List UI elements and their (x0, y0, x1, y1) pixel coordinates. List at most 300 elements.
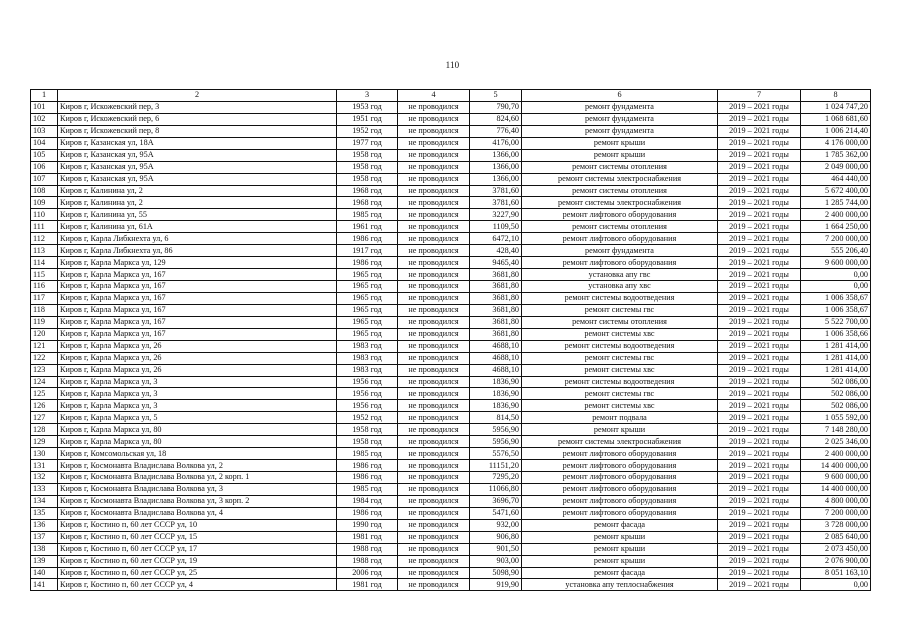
cell-number: 108 (31, 185, 58, 197)
cell-build-year: 1968 год (337, 197, 398, 209)
cell-address: Киров г, Казанская ул, 95А (58, 161, 337, 173)
cell-period: 2019 – 2021 годы (718, 269, 801, 281)
cell-build-year: 1958 год (337, 173, 398, 185)
cell-address: Киров г, Космонавта Владислава Волкова ул, 2 корп. 1 (58, 472, 337, 484)
cell-area: 5576,50 (470, 448, 522, 460)
cell-area: 919,90 (470, 579, 522, 591)
cell-last-repair: не проводился (398, 185, 470, 197)
cell-work-type: ремонт крыши (522, 543, 718, 555)
table-row (31, 567, 871, 579)
table-row (31, 436, 871, 448)
cell-area: 790,70 (470, 101, 522, 113)
cell-period: 2019 – 2021 годы (718, 364, 801, 376)
cell-last-repair: не проводился (398, 149, 470, 161)
cell-last-repair: не проводился (398, 292, 470, 304)
cell-build-year: 1965 год (337, 292, 398, 304)
cell-cost: 2 025 346,00 (801, 436, 871, 448)
cell-number: 123 (31, 364, 58, 376)
cell-address: Киров г, Космонавта Владислава Волкова ул, 2 (58, 460, 337, 472)
table-row (31, 448, 871, 460)
cell-work-type: ремонт системы электроснабжения (522, 173, 718, 185)
cell-work-type: ремонт системы водоотведения (522, 376, 718, 388)
cell-number: 113 (31, 245, 58, 257)
cell-address: Киров г, Карла Маркса ул, 167 (58, 316, 337, 328)
cell-work-type: ремонт системы хвс (522, 328, 718, 340)
cell-number: 127 (31, 412, 58, 424)
table-row (31, 101, 871, 113)
cell-work-type: ремонт крыши (522, 137, 718, 149)
table-row (31, 340, 871, 352)
cell-cost: 2 076 900,00 (801, 555, 871, 567)
cell-last-repair: не проводился (398, 543, 470, 555)
cell-address: Киров г, Карла Маркса ул, 80 (58, 424, 337, 436)
cell-period: 2019 – 2021 годы (718, 233, 801, 245)
cell-address: Киров г, Калинина ул, 2 (58, 197, 337, 209)
cell-period: 2019 – 2021 годы (718, 137, 801, 149)
cell-last-repair: не проводился (398, 221, 470, 233)
cell-last-repair: не проводился (398, 233, 470, 245)
cell-number: 128 (31, 424, 58, 436)
cell-cost: 8 051 163,10 (801, 567, 871, 579)
cell-last-repair: не проводился (398, 376, 470, 388)
cell-number: 131 (31, 460, 58, 472)
cell-last-repair: не проводился (398, 125, 470, 137)
cell-cost: 1 006 358,66 (801, 328, 871, 340)
cell-last-repair: не проводился (398, 483, 470, 495)
cell-address: Киров г, Карла Маркса ул, 26 (58, 364, 337, 376)
cell-number: 111 (31, 221, 58, 233)
cell-cost: 14 400 000,00 (801, 460, 871, 472)
cell-work-type: ремонт фундамента (522, 101, 718, 113)
cell-period: 2019 – 2021 годы (718, 567, 801, 579)
table-row (31, 316, 871, 328)
cell-period: 2019 – 2021 годы (718, 388, 801, 400)
cell-build-year: 1983 год (337, 340, 398, 352)
table-body (31, 101, 871, 590)
cell-number: 103 (31, 125, 58, 137)
cell-last-repair: не проводился (398, 281, 470, 293)
cell-cost: 1 024 747,20 (801, 101, 871, 113)
cell-build-year: 1985 год (337, 483, 398, 495)
table-row (31, 185, 871, 197)
table-row (31, 233, 871, 245)
cell-build-year: 1965 год (337, 281, 398, 293)
table-row (31, 424, 871, 436)
cell-number: 133 (31, 483, 58, 495)
cell-build-year: 1988 год (337, 543, 398, 555)
cell-period: 2019 – 2021 годы (718, 412, 801, 424)
cell-period: 2019 – 2021 годы (718, 424, 801, 436)
cell-work-type: установка апу теплоснабжения (522, 579, 718, 591)
cell-period: 2019 – 2021 годы (718, 400, 801, 412)
cell-area: 1836,90 (470, 400, 522, 412)
cell-cost: 5 672 400,00 (801, 185, 871, 197)
cell-address: Киров г, Карла Маркса ул, 80 (58, 436, 337, 448)
cell-work-type: ремонт лифтового оборудования (522, 460, 718, 472)
cell-area: 1109,50 (470, 221, 522, 233)
column-header-work-type: 6 (522, 90, 718, 102)
cell-number: 126 (31, 400, 58, 412)
cell-number: 125 (31, 388, 58, 400)
cell-cost: 1 006 358,67 (801, 304, 871, 316)
cell-address: Киров г, Костино п, 60 лет СССР ул, 10 (58, 519, 337, 531)
cell-period: 2019 – 2021 годы (718, 221, 801, 233)
cell-area: 3781,60 (470, 185, 522, 197)
cell-build-year: 1958 год (337, 424, 398, 436)
cell-number: 107 (31, 173, 58, 185)
cell-build-year: 1984 год (337, 495, 398, 507)
cell-build-year: 1985 год (337, 448, 398, 460)
cell-number: 138 (31, 543, 58, 555)
cell-address: Киров г, Костино п, 60 лет СССР ул, 4 (58, 579, 337, 591)
cell-last-repair: не проводился (398, 436, 470, 448)
cell-area: 11066,80 (470, 483, 522, 495)
cell-area: 776,40 (470, 125, 522, 137)
cell-address: Киров г, Карла Маркса ул, 26 (58, 352, 337, 364)
cell-cost: 2 400 000,00 (801, 209, 871, 221)
cell-area: 814,50 (470, 412, 522, 424)
cell-last-repair: не проводился (398, 269, 470, 281)
cell-period: 2019 – 2021 годы (718, 101, 801, 113)
cell-last-repair: не проводился (398, 101, 470, 113)
cell-cost: 502 086,00 (801, 400, 871, 412)
cell-cost: 2 085 640,00 (801, 531, 871, 543)
cell-period: 2019 – 2021 годы (718, 483, 801, 495)
cell-last-repair: не проводился (398, 137, 470, 149)
table-row (31, 161, 871, 173)
cell-address: Киров г, Космонавта Владислава Волкова ул, 3 корп. 2 (58, 495, 337, 507)
table-row (31, 400, 871, 412)
cell-address: Киров г, Космонавта Владислава Волкова ул, 4 (58, 507, 337, 519)
cell-address: Киров г, Карла Либкнехта ул, 86 (58, 245, 337, 257)
cell-cost: 9 600 000,00 (801, 257, 871, 269)
table-row (31, 221, 871, 233)
cell-area: 3681,80 (470, 328, 522, 340)
cell-last-repair: не проводился (398, 460, 470, 472)
cell-work-type: ремонт системы водоотведения (522, 340, 718, 352)
cell-address: Киров г, Искожевский пер, 3 (58, 101, 337, 113)
cell-build-year: 1965 год (337, 316, 398, 328)
cell-last-repair: не проводился (398, 507, 470, 519)
cell-number: 124 (31, 376, 58, 388)
cell-address: Киров г, Карла Маркса ул, 26 (58, 340, 337, 352)
cell-cost: 1 664 250,00 (801, 221, 871, 233)
cell-work-type: установка апу хвс (522, 281, 718, 293)
cell-build-year: 1968 год (337, 185, 398, 197)
cell-area: 3681,80 (470, 281, 522, 293)
cell-work-type: ремонт крыши (522, 424, 718, 436)
page-number: 110 (445, 60, 460, 70)
cell-build-year: 1958 год (337, 149, 398, 161)
cell-address: Киров г, Карла Маркса ул, 129 (58, 257, 337, 269)
cell-area: 7295,20 (470, 472, 522, 484)
cell-number: 117 (31, 292, 58, 304)
cell-cost: 2 073 450,00 (801, 543, 871, 555)
cell-number: 118 (31, 304, 58, 316)
cell-area: 3227,90 (470, 209, 522, 221)
cell-number: 105 (31, 149, 58, 161)
column-header-area: 5 (470, 90, 522, 102)
cell-period: 2019 – 2021 годы (718, 173, 801, 185)
cell-area: 5471,60 (470, 507, 522, 519)
cell-number: 132 (31, 472, 58, 484)
cell-last-repair: не проводился (398, 245, 470, 257)
cell-number: 139 (31, 555, 58, 567)
cell-area: 1836,90 (470, 376, 522, 388)
cell-last-repair: не проводился (398, 579, 470, 591)
cell-area: 9465,40 (470, 257, 522, 269)
cell-address: Киров г, Калинина ул, 61А (58, 221, 337, 233)
table-row (31, 281, 871, 293)
cell-cost: 0,00 (801, 281, 871, 293)
table-row (31, 197, 871, 209)
cell-address: Киров г, Карла Маркса ул, 3 (58, 376, 337, 388)
cell-build-year: 1965 год (337, 328, 398, 340)
cell-period: 2019 – 2021 годы (718, 197, 801, 209)
cell-number: 110 (31, 209, 58, 221)
cell-build-year: 1958 год (337, 436, 398, 448)
table-row (31, 364, 871, 376)
cell-cost: 5 522 700,00 (801, 316, 871, 328)
cell-number: 137 (31, 531, 58, 543)
cell-work-type: ремонт системы электроснабжения (522, 197, 718, 209)
cell-period: 2019 – 2021 годы (718, 125, 801, 137)
cell-period: 2019 – 2021 годы (718, 292, 801, 304)
cell-last-repair: не проводился (398, 448, 470, 460)
cell-work-type: ремонт лифтового оборудования (522, 507, 718, 519)
cell-area: 11151,20 (470, 460, 522, 472)
cell-last-repair: не проводился (398, 364, 470, 376)
cell-period: 2019 – 2021 годы (718, 472, 801, 484)
table-row (31, 125, 871, 137)
cell-number: 109 (31, 197, 58, 209)
cell-work-type: ремонт лифтового оборудования (522, 483, 718, 495)
cell-period: 2019 – 2021 годы (718, 257, 801, 269)
cell-period: 2019 – 2021 годы (718, 352, 801, 364)
column-header-last-repair: 4 (398, 90, 470, 102)
cell-work-type: ремонт лифтового оборудования (522, 257, 718, 269)
table-row (31, 149, 871, 161)
cell-cost: 14 400 000,00 (801, 483, 871, 495)
cell-build-year: 2006 год (337, 567, 398, 579)
cell-area: 428,40 (470, 245, 522, 257)
cell-last-repair: не проводился (398, 328, 470, 340)
cell-last-repair: не проводился (398, 412, 470, 424)
table-header-row (31, 90, 871, 102)
cell-number: 101 (31, 101, 58, 113)
cell-cost: 502 086,00 (801, 388, 871, 400)
cell-work-type: ремонт фасада (522, 519, 718, 531)
cell-last-repair: не проводился (398, 316, 470, 328)
cell-number: 141 (31, 579, 58, 591)
cell-cost: 0,00 (801, 579, 871, 591)
cell-last-repair: не проводился (398, 257, 470, 269)
cell-work-type: ремонт фундамента (522, 245, 718, 257)
table-row (31, 579, 871, 591)
cell-period: 2019 – 2021 годы (718, 436, 801, 448)
column-header-period: 7 (718, 90, 801, 102)
cell-number: 134 (31, 495, 58, 507)
cell-number: 140 (31, 567, 58, 579)
cell-period: 2019 – 2021 годы (718, 185, 801, 197)
cell-number: 116 (31, 281, 58, 293)
cell-cost: 555 206,40 (801, 245, 871, 257)
cell-number: 119 (31, 316, 58, 328)
cell-address: Киров г, Казанская ул, 18А (58, 137, 337, 149)
cell-build-year: 1986 год (337, 507, 398, 519)
cell-build-year: 1956 год (337, 376, 398, 388)
cell-area: 4688,10 (470, 364, 522, 376)
cell-area: 824,60 (470, 113, 522, 125)
column-header-cost: 8 (801, 90, 871, 102)
column-header-build-year: 3 (337, 90, 398, 102)
cell-last-repair: не проводился (398, 197, 470, 209)
table-row (31, 412, 871, 424)
cell-period: 2019 – 2021 годы (718, 161, 801, 173)
cell-build-year: 1986 год (337, 472, 398, 484)
cell-work-type: ремонт системы отопления (522, 185, 718, 197)
cell-last-repair: не проводился (398, 531, 470, 543)
cell-period: 2019 – 2021 годы (718, 448, 801, 460)
cell-build-year: 1953 год (337, 101, 398, 113)
cell-work-type: ремонт лифтового оборудования (522, 495, 718, 507)
cell-area: 903,00 (470, 555, 522, 567)
table-row (31, 257, 871, 269)
table-row (31, 304, 871, 316)
cell-area: 1366,00 (470, 161, 522, 173)
cell-cost: 7 200 000,00 (801, 233, 871, 245)
cell-build-year: 1952 год (337, 412, 398, 424)
cell-number: 102 (31, 113, 58, 125)
cell-build-year: 1986 год (337, 460, 398, 472)
cell-work-type: ремонт лифтового оборудования (522, 472, 718, 484)
cell-work-type: ремонт лифтового оборудования (522, 209, 718, 221)
cell-period: 2019 – 2021 годы (718, 507, 801, 519)
cell-area: 4176,00 (470, 137, 522, 149)
cell-build-year: 1977 год (337, 137, 398, 149)
cell-build-year: 1965 год (337, 269, 398, 281)
cell-number: 122 (31, 352, 58, 364)
cell-cost: 7 200 000,00 (801, 507, 871, 519)
cell-cost: 7 148 280,00 (801, 424, 871, 436)
cell-address: Киров г, Калинина ул, 55 (58, 209, 337, 221)
cell-build-year: 1985 год (337, 209, 398, 221)
repair-schedule-table (30, 89, 871, 591)
cell-address: Киров г, Карла Маркса ул, 167 (58, 328, 337, 340)
table-row (31, 352, 871, 364)
cell-last-repair: не проводился (398, 161, 470, 173)
cell-period: 2019 – 2021 годы (718, 340, 801, 352)
cell-cost: 4 176 000,00 (801, 137, 871, 149)
cell-work-type: ремонт системы отопления (522, 161, 718, 173)
cell-cost: 1 055 592,00 (801, 412, 871, 424)
cell-period: 2019 – 2021 годы (718, 316, 801, 328)
cell-period: 2019 – 2021 годы (718, 460, 801, 472)
cell-last-repair: не проводился (398, 424, 470, 436)
cell-cost: 1 281 414,00 (801, 340, 871, 352)
cell-number: 135 (31, 507, 58, 519)
cell-cost: 9 600 000,00 (801, 472, 871, 484)
cell-period: 2019 – 2021 годы (718, 519, 801, 531)
table-row (31, 495, 871, 507)
cell-number: 120 (31, 328, 58, 340)
table-row (31, 245, 871, 257)
table-row (31, 269, 871, 281)
cell-work-type: ремонт фундамента (522, 125, 718, 137)
cell-area: 4688,10 (470, 340, 522, 352)
table-row (31, 543, 871, 555)
cell-build-year: 1956 год (337, 400, 398, 412)
cell-build-year: 1983 год (337, 364, 398, 376)
table-row (31, 472, 871, 484)
cell-address: Киров г, Костино п, 60 лет СССР ул, 19 (58, 555, 337, 567)
cell-work-type: ремонт системы отопления (522, 221, 718, 233)
cell-number: 106 (31, 161, 58, 173)
cell-address: Киров г, Калинина ул, 2 (58, 185, 337, 197)
cell-work-type: ремонт подвала (522, 412, 718, 424)
cell-last-repair: не проводился (398, 567, 470, 579)
cell-period: 2019 – 2021 годы (718, 376, 801, 388)
cell-number: 112 (31, 233, 58, 245)
cell-work-type: ремонт системы хвс (522, 400, 718, 412)
cell-build-year: 1965 год (337, 304, 398, 316)
table-row (31, 483, 871, 495)
cell-period: 2019 – 2021 годы (718, 113, 801, 125)
cell-address: Киров г, Карла Маркса ул, 167 (58, 281, 337, 293)
cell-area: 3681,80 (470, 316, 522, 328)
cell-build-year: 1990 год (337, 519, 398, 531)
cell-build-year: 1983 год (337, 352, 398, 364)
cell-period: 2019 – 2021 годы (718, 281, 801, 293)
cell-cost: 464 440,00 (801, 173, 871, 185)
cell-area: 4688,10 (470, 352, 522, 364)
cell-last-repair: не проводился (398, 304, 470, 316)
cell-number: 130 (31, 448, 58, 460)
table-row (31, 113, 871, 125)
cell-work-type: ремонт системы электроснабжения (522, 436, 718, 448)
cell-work-type: ремонт крыши (522, 555, 718, 567)
cell-address: Киров г, Карла Либкнехта ул, 6 (58, 233, 337, 245)
cell-build-year: 1981 год (337, 579, 398, 591)
column-header-address: 2 (58, 90, 337, 102)
cell-cost: 2 400 000,00 (801, 448, 871, 460)
cell-build-year: 1952 год (337, 125, 398, 137)
cell-work-type: ремонт системы хвс (522, 364, 718, 376)
cell-last-repair: не проводился (398, 400, 470, 412)
cell-build-year: 1956 год (337, 388, 398, 400)
cell-number: 136 (31, 519, 58, 531)
cell-period: 2019 – 2021 годы (718, 495, 801, 507)
cell-work-type: ремонт системы гвс (522, 388, 718, 400)
cell-number: 104 (31, 137, 58, 149)
cell-cost: 502 086,00 (801, 376, 871, 388)
cell-address: Киров г, Карла Маркса ул, 5 (58, 412, 337, 424)
cell-number: 115 (31, 269, 58, 281)
cell-period: 2019 – 2021 годы (718, 245, 801, 257)
cell-cost: 1 281 414,00 (801, 364, 871, 376)
cell-last-repair: не проводился (398, 352, 470, 364)
cell-period: 2019 – 2021 годы (718, 328, 801, 340)
cell-address: Киров г, Космонавта Владислава Волкова ул, 3 (58, 483, 337, 495)
cell-last-repair: не проводился (398, 209, 470, 221)
table-row (31, 137, 871, 149)
cell-area: 901,50 (470, 543, 522, 555)
cell-number: 129 (31, 436, 58, 448)
cell-period: 2019 – 2021 годы (718, 149, 801, 161)
cell-work-type: ремонт крыши (522, 531, 718, 543)
cell-address: Киров г, Костино п, 60 лет СССР ул, 17 (58, 543, 337, 555)
cell-cost: 3 728 000,00 (801, 519, 871, 531)
